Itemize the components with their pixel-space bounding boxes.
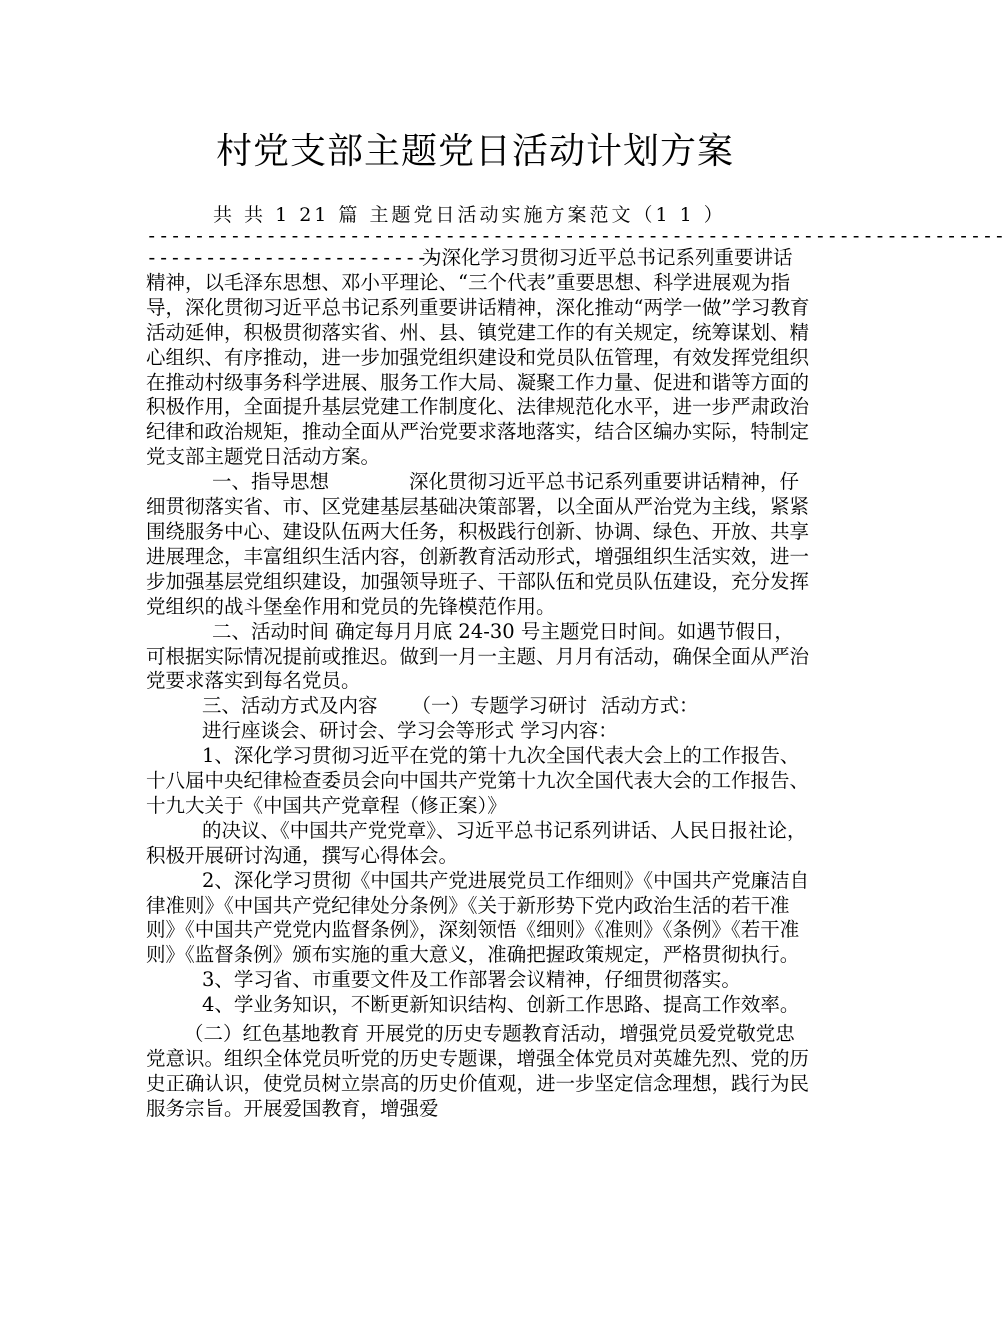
section1-heading: 一、指导思想: [212, 470, 330, 494]
item1-continued: 的决议、《中国共产党党章》、习近平总书记系列讲话、人民日报社论，积极开展研讨沟通，撰写心得体会。: [146, 818, 807, 867]
section3-sub1-method: 活动方式：: [601, 694, 699, 718]
dash-separator-1: ------------------------------------------------------------------------: [146, 225, 1006, 247]
section3-content-label: 学习内容：: [520, 719, 618, 743]
section2-heading: 二、活动时间: [212, 619, 330, 643]
document-subtitle: 共 共 1 21 篇 主题党日活动实施方案范文（1 1 ）: [213, 204, 726, 226]
intro-paragraph: [146, 246, 810, 470]
section3-sub2-paragraph: [146, 1022, 810, 1122]
section2-paragraph: [146, 620, 810, 695]
document-title: 村党支部主题党日活动计划方案: [215, 131, 734, 172]
section3-method-detail: 进行座谈会、研讨会、学习会等形式: [202, 719, 515, 743]
item3-paragraph: 3、学习省、市重要文件及工作部署会议精神，仔细贯彻落实。: [202, 968, 741, 992]
document-body: [146, 246, 810, 1122]
section3-method-line: [146, 719, 810, 744]
section1-body: 深化贯彻习近平总书记系列重要讲话精神，仔细贯彻落实省、市、区党建基层基础决策部署，以全面从严治党为主线，紧紧围绕服务中心、建设队伍两大任务，积极践行创新、协调、绿色、开放、共享进展理念，丰富组织生活内容，创新教育活动形式，增强组织生活实效，进一步加强基层党组织建设，加强领导班子、干部队伍和党员队伍建设，充分发挥党组织的战斗堡垒作用和党员的先锋模范作用。: [146, 470, 810, 618]
item1-paragraph: 1、深化学习贯彻习近平在党的第十九次全国代表大会上的工作报告、十八届中央纪律检查委员会向中国共产党第十九次全国代表大会的工作报告、十九大关于《中国共产党章程（修正案）》: [146, 744, 810, 817]
section3-sub1-heading: （一）专题学习研讨: [411, 694, 588, 718]
intro-text: 为深化学习贯彻习近平总书记系列重要讲话精神，以毛泽东思想、邓小平理论、“三个代表”重要思想、科学进展观为指导，深化贯彻习近平总书记系列重要讲话精神，深化推动“两学一做”学习教育活动延伸，积极贯彻落实省、州、县、镇党建工作的有关规定，统筹谋划、精心组织、有序推动，进一步加强党组织建设和党员队伍管理，有效发挥党组织在推动村级事务科学进展、服务工作大局、凝聚工作力量、促进和谐等方面的积极作用，全面提升基层党建工作制度化、法律规范化水平，进一步严肃政治纪律和政治规矩，推动全面从严治党要求落地落实，结合区编办实际，特制定党支部主题党日活动方案。: [146, 246, 810, 469]
dash-separator-2: -------------------------: [146, 246, 440, 269]
section1-paragraph: [146, 470, 810, 619]
section3-sub2-heading: （二）红色基地教育: [184, 1022, 360, 1046]
section3-paragraph: [146, 694, 810, 719]
section3-sub2-body: 开展党的历史专题教育活动，增强党员爱党敬党忠党意识。组织全体党员听党的历史专题课，增强全体党员对英雄先烈、党的历史正确认识，使党员树立崇高的历史价值观，进一步坚定信念理想，践行为民服务宗旨。开展爱国教育，增强爱: [146, 1022, 810, 1120]
item2-paragraph: 2、深化学习贯彻《中国共产党进展党员工作细则》《中国共产党廉洁自律准则》《中国共产党纪律处分条例》《关于新形势下党内政治生活的若干准则》《中国共产党党内监督条例》，深刻领悟《细则》《准则》《条例》《若干准则》《监督条例》颁布实施的重大意义，准确把握政策规定，严格贯彻执行。: [146, 868, 810, 967]
section2-body: 确定每月月底 24-30 号主题党日时间。如遇节假日，可根据实际情况提前或推迟。做到一月一主题、月月有活动，确保全面从严治党要求落实到每名党员。: [146, 619, 810, 693]
section3-heading: 三、活动方式及内容: [202, 694, 378, 718]
item4-paragraph: 4、学业务知识，不断更新知识结构、创新工作思路、提高工作效率。: [202, 993, 800, 1017]
